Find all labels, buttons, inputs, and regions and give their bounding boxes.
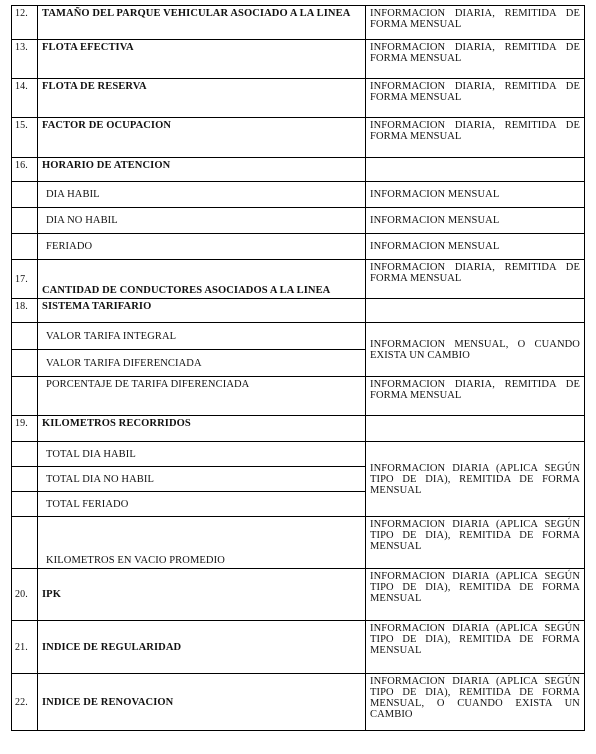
empty-number-cell	[12, 350, 38, 377]
row-number: 19.	[12, 416, 38, 442]
row-number: 12.	[12, 6, 38, 40]
frequency-text: INFORMACION MENSUAL, O CUANDO EXISTA UN CAMBIO	[366, 323, 585, 377]
frequency-text: INFORMACION DIARIA (APLICA SEGÚN TIPO DE DIA), REMITIDA DE FORMA MENSUAL, O CUANDO EXISTA UN CAMBIO	[366, 674, 585, 731]
frequency-text: INFORMACION DIARIA, REMITIDA DE FORMA MENSUAL	[366, 260, 585, 299]
item-label: VALOR TARIFA INTEGRAL	[38, 323, 366, 350]
table-row	[12, 182, 585, 208]
section-heading: KILOMETROS RECORRIDOS	[38, 416, 366, 442]
empty-number-cell	[12, 182, 38, 208]
section-heading: SISTEMA TARIFARIO	[38, 299, 366, 323]
frequency-text: INFORMACION DIARIA (APLICA SEGÚN TIPO DE DIA), REMITIDA DE FORMA MENSUAL	[366, 517, 585, 569]
item-label: INDICE DE REGULARIDAD	[38, 621, 366, 674]
frequency-text: INFORMACION MENSUAL	[366, 182, 585, 208]
table-row	[12, 208, 585, 234]
frequency-text: INFORMACION DIARIA, REMITIDA DE FORMA MENSUAL	[366, 40, 585, 79]
table-row	[12, 442, 585, 467]
row-number: 20.	[12, 569, 38, 621]
table-row	[12, 299, 585, 323]
row-number: 21.	[12, 621, 38, 674]
item-label: DIA NO HABIL	[38, 208, 366, 234]
frequency-text: INFORMACION DIARIA (APLICA SEGÚN TIPO DE DIA), REMITIDA DE FORMA MENSUAL	[366, 442, 585, 517]
table-row	[12, 517, 585, 569]
document-page	[11, 5, 584, 731]
empty-number-cell	[12, 442, 38, 467]
row-number: 15.	[12, 118, 38, 158]
frequency-text	[366, 299, 585, 323]
empty-number-cell	[12, 467, 38, 492]
empty-number-cell	[12, 208, 38, 234]
item-label: TOTAL FERIADO	[38, 492, 366, 517]
row-number: 17.	[12, 260, 38, 299]
frequency-text: INFORMACION MENSUAL	[366, 208, 585, 234]
empty-number-cell	[12, 234, 38, 260]
section-heading: HORARIO DE ATENCION	[38, 158, 366, 182]
frequency-text: INFORMACION DIARIA, REMITIDA DE FORMA MENSUAL	[366, 6, 585, 40]
row-number: 22.	[12, 674, 38, 731]
table-row	[12, 158, 585, 182]
table-row	[12, 118, 585, 158]
empty-number-cell	[12, 492, 38, 517]
item-label: FERIADO	[38, 234, 366, 260]
table-row	[12, 416, 585, 442]
table-row	[12, 79, 585, 118]
item-label: FLOTA DE RESERVA	[38, 79, 366, 118]
item-label: TOTAL DIA NO HABIL	[38, 467, 366, 492]
table-row	[12, 569, 585, 621]
item-label: FACTOR DE OCUPACION	[38, 118, 366, 158]
table-row	[12, 234, 585, 260]
empty-number-cell	[12, 517, 38, 569]
item-label: VALOR TARIFA DIFERENCIADA	[38, 350, 366, 377]
table-row	[12, 377, 585, 416]
item-label: FLOTA EFECTIVA	[38, 40, 366, 79]
item-label: DIA HABIL	[38, 182, 366, 208]
row-number: 16.	[12, 158, 38, 182]
item-label: IPK	[38, 569, 366, 621]
table-row	[12, 40, 585, 79]
item-label: KILOMETROS EN VACIO PROMEDIO	[38, 517, 366, 569]
frequency-text: INFORMACION DIARIA, REMITIDA DE FORMA MENSUAL	[366, 79, 585, 118]
information-requirements-table	[11, 5, 585, 731]
frequency-text	[366, 158, 585, 182]
frequency-text: INFORMACION MENSUAL	[366, 234, 585, 260]
frequency-text: INFORMACION DIARIA (APLICA SEGÚN TIPO DE DIA), REMITIDA DE FORMA MENSUAL	[366, 569, 585, 621]
table-row	[12, 260, 585, 299]
frequency-text	[366, 416, 585, 442]
item-label: TOTAL DIA HABIL	[38, 442, 366, 467]
frequency-text: INFORMACION DIARIA (APLICA SEGÚN TIPO DE DIA), REMITIDA DE FORMA MENSUAL	[366, 621, 585, 674]
row-number: 18.	[12, 299, 38, 323]
table-row	[12, 621, 585, 674]
table-row	[12, 674, 585, 731]
item-label: PORCENTAJE DE TARIFA DIFERENCIADA	[38, 377, 366, 416]
item-label: TAMAÑO DEL PARQUE VEHICULAR ASOCIADO A LA LINEA	[38, 6, 366, 40]
item-label: CANTIDAD DE CONDUCTORES ASOCIADOS A LA LINEA	[38, 260, 366, 299]
item-label: INDICE DE RENOVACION	[38, 674, 366, 731]
table-row	[12, 6, 585, 40]
row-number: 13.	[12, 40, 38, 79]
empty-number-cell	[12, 323, 38, 350]
row-number: 14.	[12, 79, 38, 118]
frequency-text: INFORMACION DIARIA, REMITIDA DE FORMA MENSUAL	[366, 377, 585, 416]
table-row	[12, 323, 585, 350]
frequency-text: INFORMACION DIARIA, REMITIDA DE FORMA MENSUAL	[366, 118, 585, 158]
empty-number-cell	[12, 377, 38, 416]
